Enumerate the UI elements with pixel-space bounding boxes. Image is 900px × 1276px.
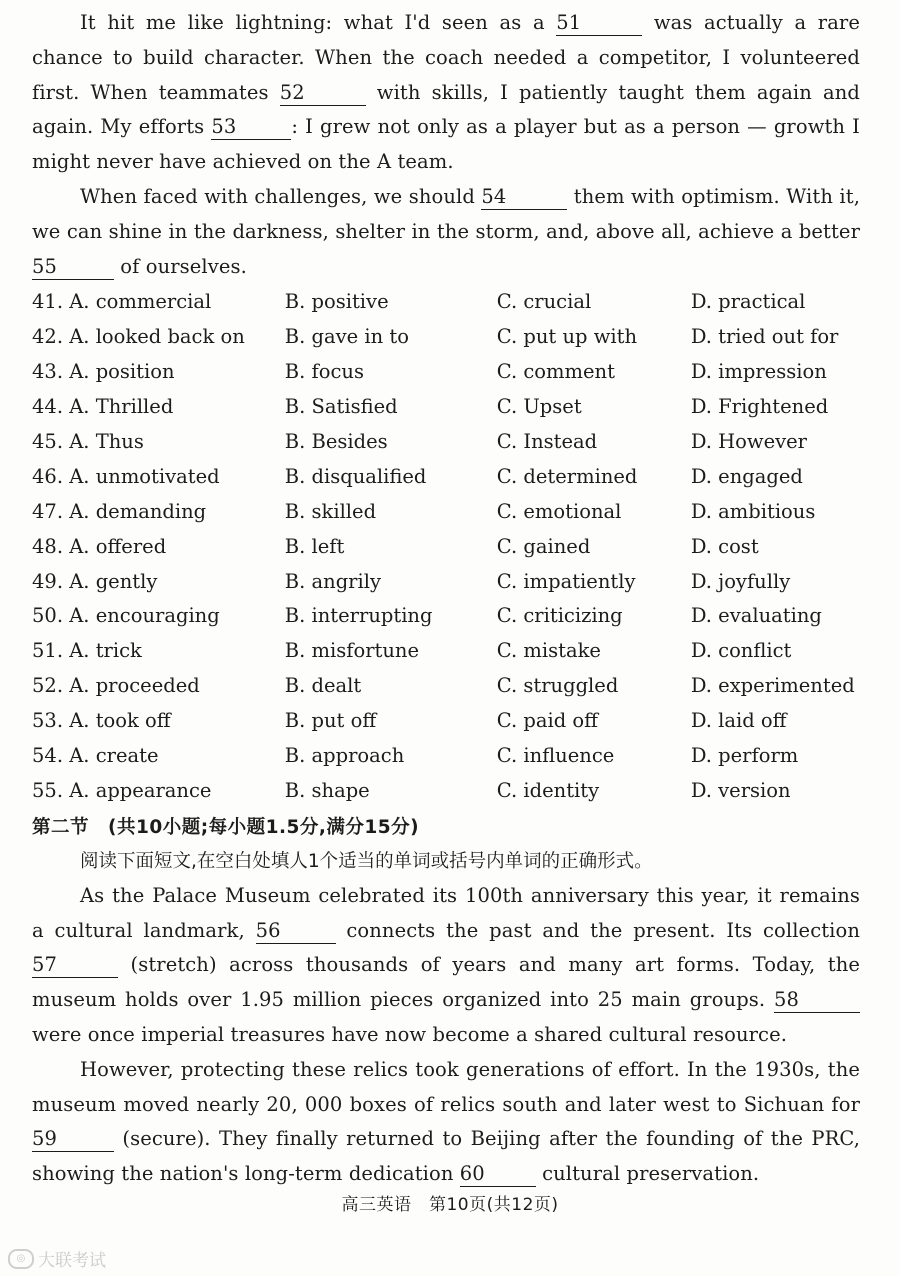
passage-text: As the Palace Museum celebrated its 100th anniversary this year, it remains a cultural landmark, — [32, 883, 860, 942]
option-c: C. comment — [496, 360, 615, 384]
question-number: 53. — [32, 709, 64, 733]
watermark-logo-icon: ◎ — [8, 1249, 34, 1269]
option-d: D. Frightened — [690, 395, 829, 419]
option-a: A. position — [69, 360, 175, 384]
question-number: 42. — [32, 325, 64, 349]
option-b: B. focus — [284, 360, 364, 384]
option-row-51 — [32, 634, 860, 669]
blank-55: 55 — [32, 255, 114, 280]
option-d: D. practical — [690, 290, 806, 314]
question-number: 48. — [32, 534, 64, 558]
blank-59: 59 — [32, 1127, 114, 1152]
question-number: 49. — [32, 569, 64, 593]
option-b: B. Satisfied — [284, 395, 398, 419]
option-b: B. misfortune — [284, 639, 420, 663]
passage-text: was actually a rare chance to build character. When the coach needed a competitor, I volunteered first. When teammates — [32, 11, 860, 104]
option-d: D. experimented — [690, 674, 855, 698]
blank-60: 60 — [460, 1162, 536, 1187]
question-number: 45. — [32, 429, 64, 453]
question-number: 55. — [32, 778, 64, 802]
blank-57: 57 — [32, 953, 118, 978]
option-d: D. engaged — [690, 464, 803, 488]
blank-51: 51 — [556, 11, 642, 36]
blank-56: 56 — [256, 919, 336, 944]
question-number: 52. — [32, 674, 64, 698]
option-b: B. disqualified — [284, 464, 427, 488]
option-d: D. cost — [690, 534, 759, 558]
option-c: C. mistake — [496, 639, 601, 663]
passage-paragraph-2 — [32, 180, 860, 284]
option-a: A. trick — [69, 639, 142, 663]
option-c: C. paid off — [496, 709, 598, 733]
page-footer: 高三英语 第10页(共12页) — [341, 1195, 559, 1215]
passage-text: However, protecting these relics took generations of effort. In the 1930s, the museum moved nearly 20, 000 boxes of relics south and later west to Sichuan for — [32, 1057, 860, 1116]
option-a: A. offered — [69, 534, 167, 558]
option-a: A. create — [69, 743, 159, 767]
option-a: A. Thus — [69, 429, 144, 453]
question-number: 44. — [32, 395, 64, 419]
option-c: C. Upset — [496, 395, 582, 419]
option-c: C. influence — [496, 743, 615, 767]
option-b: B. put off — [284, 709, 377, 733]
option-c: C. put up with — [496, 325, 638, 349]
option-c: C. impatiently — [496, 569, 636, 593]
question-number: 54. — [32, 743, 64, 767]
question-number: 41. — [32, 290, 64, 314]
option-a: A. Thrilled — [69, 395, 174, 419]
blank-58: 58 — [774, 988, 860, 1013]
option-row-43 — [32, 355, 860, 390]
option-b: B. interrupting — [284, 604, 433, 628]
option-row-46 — [32, 460, 860, 495]
question-number: 46. — [32, 464, 64, 488]
option-c: C. criticizing — [496, 604, 623, 628]
passage-text: them with optimism. With it, we can shine in the darkness, shelter in the storm, and, above all, achieve a better — [32, 184, 860, 243]
option-b: B. angrily — [284, 569, 381, 593]
passage-text: (secure). They finally returned to Beijing after the founding of the PRC, showing the nation's long-term dedication — [32, 1127, 860, 1186]
blank-52: 52 — [280, 81, 366, 106]
option-d: D. perform — [690, 743, 799, 767]
option-d: D. impression — [690, 360, 827, 384]
option-row-42 — [32, 320, 860, 355]
answer-options — [32, 285, 860, 808]
option-c: C. Instead — [496, 429, 598, 453]
passage-text: of ourselves. — [114, 254, 247, 278]
section-2-instruction: 阅读下面短文,在空白处填人1个适当的单词或括号内单词的正确形式。 — [80, 850, 653, 872]
option-b: B. positive — [284, 290, 389, 314]
passage-text: It hit me like lightning: what I'd seen as a — [80, 11, 557, 34]
option-d: D. evaluating — [690, 604, 822, 628]
option-a: A. took off — [69, 709, 171, 733]
option-c: C. identity — [496, 778, 600, 802]
option-row-41 — [32, 285, 860, 320]
option-a: A. gently — [69, 569, 158, 593]
option-c: C. gained — [496, 534, 591, 558]
option-c: C. determined — [496, 464, 638, 488]
blank-54: 54 — [481, 185, 567, 210]
question-number: 47. — [32, 499, 64, 523]
option-c: C. struggled — [496, 674, 619, 698]
option-b: B. Besides — [284, 429, 388, 453]
option-a: A. demanding — [69, 499, 207, 523]
option-a: A. encouraging — [69, 604, 220, 628]
option-row-47 — [32, 495, 860, 530]
option-row-53 — [32, 704, 860, 739]
passage-text: (stretch) across thousands of years and many art forms. Today, the museum holds over 1.95 million pieces organized into 25 main groups. — [32, 953, 860, 1012]
option-d: D. conflict — [690, 639, 792, 663]
option-a: A. proceeded — [69, 674, 200, 698]
exam-page — [32, 6, 860, 1192]
watermark — [8, 1246, 106, 1271]
option-d: D. joyfully — [690, 569, 791, 593]
option-c: C. crucial — [496, 290, 592, 314]
option-row-50 — [32, 599, 860, 634]
option-row-49 — [32, 565, 860, 600]
passage-paragraph-1 — [32, 6, 860, 180]
option-b: B. left — [284, 534, 345, 558]
passage-text: cultural preservation. — [535, 1162, 760, 1186]
option-row-54 — [32, 739, 860, 774]
passage-text: were once imperial treasures have now become a shared cultural resource. — [32, 1022, 788, 1046]
option-row-55 — [32, 774, 860, 809]
watermark-text: 大联考试 — [38, 1251, 106, 1271]
option-row-52 — [32, 669, 860, 704]
option-row-44 — [32, 390, 860, 425]
question-number: 50. — [32, 604, 64, 628]
option-d: D. laid off — [690, 709, 787, 733]
passage-text: with skills, I patiently taught them again and again. My efforts — [32, 80, 860, 139]
section-2-paragraph-2 — [32, 1053, 860, 1192]
option-a: A. appearance — [69, 778, 212, 802]
question-number: 43. — [32, 360, 64, 384]
option-b: B. dealt — [284, 674, 362, 698]
section-2-paragraph-1 — [32, 879, 860, 1053]
option-d: D. However — [690, 429, 808, 453]
passage-text: connects the past and the present. Its collection — [335, 918, 860, 942]
option-row-48 — [32, 530, 860, 565]
passage-text: : I grew not only as a player but as a person — growth I might never have achieved on the A team. — [32, 115, 860, 174]
option-row-45 — [32, 425, 860, 460]
passage-text: When faced with challenges, we should — [80, 184, 482, 208]
option-d: D. version — [690, 778, 791, 802]
question-number: 51. — [32, 639, 64, 663]
section-2-heading: 第二节 (共10小题;每小题1.5分,满分15分) — [32, 816, 420, 838]
option-d: D. ambitious — [690, 499, 816, 523]
option-b: B. skilled — [284, 499, 377, 523]
option-b: B. gave in to — [284, 325, 409, 349]
option-d: D. tried out for — [690, 325, 839, 349]
option-c: C. emotional — [496, 499, 622, 523]
option-a: A. commercial — [69, 290, 212, 314]
option-b: B. shape — [284, 778, 370, 802]
option-b: B. approach — [284, 743, 405, 767]
blank-53: 53 — [211, 115, 291, 140]
option-a: A. unmotivated — [69, 464, 220, 488]
option-a: A. looked back on — [69, 325, 245, 349]
